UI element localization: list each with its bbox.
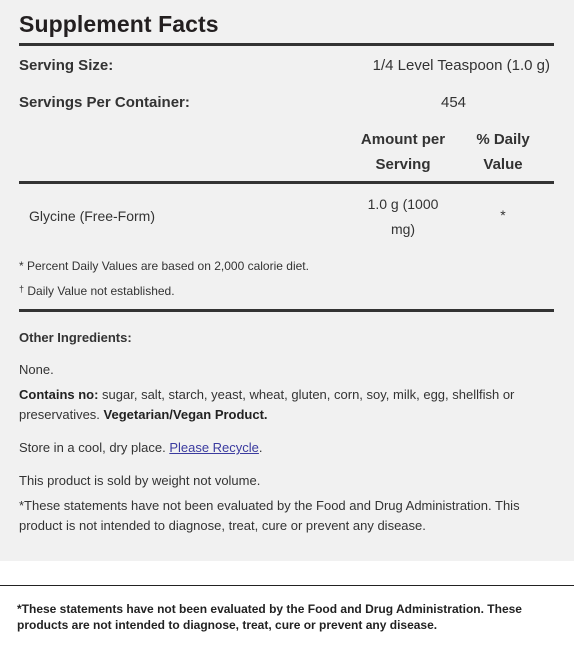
fda-note: *These statements have not been evaluated by the Food and Drug Administration. This product is not intended to diagnose, treat, cure or prevent any disease.: [19, 498, 520, 533]
storage-instruction: Store in a cool, dry place.: [19, 440, 170, 455]
please-recycle-link[interactable]: Please Recycle: [169, 440, 259, 455]
contains-no-label: Contains no:: [19, 387, 99, 402]
disclaimer-divider: [0, 585, 574, 586]
dv-header-line2: Value: [483, 156, 523, 173]
storage-text: [19, 438, 554, 458]
nutrient-dv: *: [500, 207, 506, 223]
panel-title: Supplement Facts: [19, 11, 219, 37]
contains-no-text: [19, 385, 554, 425]
weight-note: This product is sold by weight not volume.: [19, 473, 261, 488]
contains-no-list: sugar, salt, starch, yeast, wheat, gluten, corn, soy, milk, egg, shellfish or preservatives.: [19, 387, 515, 422]
daily-value-header: [467, 127, 539, 177]
serving-size-label: Serving Size:: [19, 57, 114, 74]
dv-not-established-footnote: [19, 284, 175, 298]
percent-dv-footnote: * Percent Daily Values are based on 2,000 calorie diet.: [19, 259, 309, 273]
dagger-symbol: †: [19, 284, 25, 294]
storage-end: .: [258, 440, 263, 455]
footnote-divider: [19, 309, 554, 312]
other-ingredients-label: Other Ingredients:: [19, 330, 132, 345]
servings-per-container-label: Servings Per Container:: [19, 94, 190, 111]
vegan-label: Vegetarian/Vegan Product.: [103, 407, 268, 422]
other-ingredients-value: None.: [19, 362, 54, 377]
dv-header-line1: % Daily: [476, 131, 530, 148]
serving-size-value: 1/4 Level Teaspoon (1.0 g): [372, 57, 550, 74]
nutrient-amount-line1: 1.0 g (1000: [367, 196, 439, 212]
nutrient-amount: [349, 192, 457, 242]
dagger-text: Daily Value not established.: [24, 284, 175, 298]
amount-header-line2: Serving: [375, 156, 431, 173]
nutrient-amount-line2: mg): [390, 221, 416, 237]
header-divider: [19, 181, 554, 184]
amount-per-serving-header: [349, 127, 457, 177]
nutrient-name: Glycine (Free-Form): [29, 208, 156, 224]
title-divider: [19, 43, 554, 46]
servings-per-container-value: 454: [440, 94, 467, 111]
amount-header-line1: Amount per: [360, 131, 446, 148]
fda-disclaimer: *These statements have not been evaluated by the Food and Drug Administration. These products are not intended to diagnose, treat, cure or prevent any disease.: [17, 602, 522, 632]
